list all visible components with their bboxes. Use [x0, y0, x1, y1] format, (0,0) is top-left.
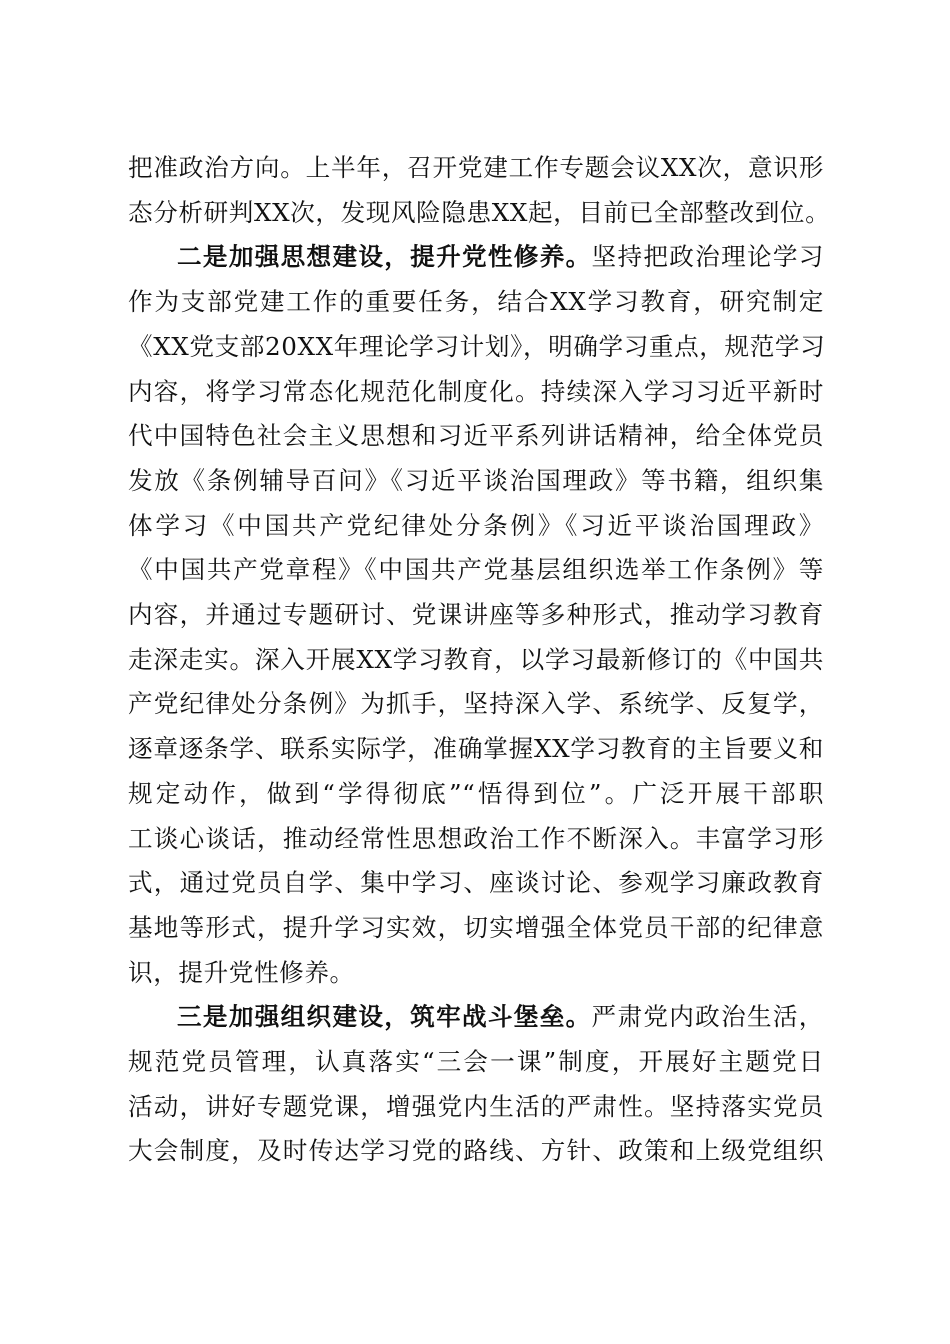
text-line: 规范党员管理，认真落实“三会一课”制度，开展好主题党日 [128, 1047, 824, 1077]
text-run: 坚持把政治理论学习 [591, 242, 824, 272]
paragraph-first-line [128, 235, 824, 280]
paragraph-organizational-building [128, 995, 824, 1174]
text-line: 体学习《中国共产党纪律处分条例》《习近平谈治国理政》 [128, 510, 824, 540]
text-line: 内容，将学习常态化规范化制度化。持续深入学习习近平新时 [128, 376, 824, 406]
text-line: 规定动作，做到“学得彻底”“悟得到位”。广泛开展干部职 [128, 778, 824, 808]
paragraph-ideological-building [128, 235, 824, 995]
text-line: 式，通过党员自学、集中学习、座谈讨论、参观学习廉政教育 [128, 868, 824, 898]
text-line: 基地等形式，提升学习实效，切实增强全体党员干部的纪律意 [128, 912, 824, 942]
document-body [128, 146, 831, 1174]
text-line: 走深走实。深入开展XX学习教育，以学习最新修订的《中国共 [128, 644, 824, 674]
text-line: 态分析研判XX次，发现风险隐患XX起，目前已全部整改到位。 [128, 197, 831, 227]
text-line: 内容，并通过专题研讨、党课讲座等多种形式，推动学习教育 [128, 600, 824, 630]
text-line: 工谈心谈话，推动经常性思想政治工作不断深入。丰富学习形 [128, 823, 824, 853]
paragraph-lead-heading: 二是加强思想建设，提升党性修养。 [177, 242, 592, 272]
paragraph-first-line [128, 995, 824, 1040]
text-line: 发放《条例辅导百问》《习近平谈治国理政》等书籍，组织集 [128, 465, 824, 495]
text-line: 大会制度，及时传达学习党的路线、方针、政策和上级党组织 [128, 1136, 824, 1166]
paragraph-lead-heading: 三是加强组织建设，筑牢战斗堡垒。 [177, 1002, 592, 1032]
text-line: 活动，讲好专题党课，增强党内生活的严肃性。坚持落实党员 [128, 1091, 824, 1121]
text-line: 《XX党支部20XX年理论学习计划》，明确学习重点，规范学习 [128, 331, 826, 361]
text-line: 识，提升党性修养。 [128, 957, 355, 987]
text-line: 把准政治方向。上半年，召开党建工作专题会议XX次，意识形 [128, 153, 824, 182]
text-line: 代中国特色社会主义思想和习近平系列讲话精神，给全体党员 [128, 421, 824, 451]
text-run: 严肃党内政治生活， [591, 1002, 824, 1032]
text-line: 逐章逐条学、联系实际学，准确掌握XX学习教育的主旨要义和 [128, 734, 824, 764]
text-line: 《中国共产党章程》《中国共产党基层组织选举工作条例》等 [128, 555, 824, 585]
paragraph-political-direction [128, 146, 831, 235]
text-line: 产党纪律处分条例》为抓手，坚持深入学、系统学、反复学， [128, 689, 824, 719]
text-line: 作为支部党建工作的重要任务，结合XX学习教育，研究制定 [128, 287, 824, 317]
